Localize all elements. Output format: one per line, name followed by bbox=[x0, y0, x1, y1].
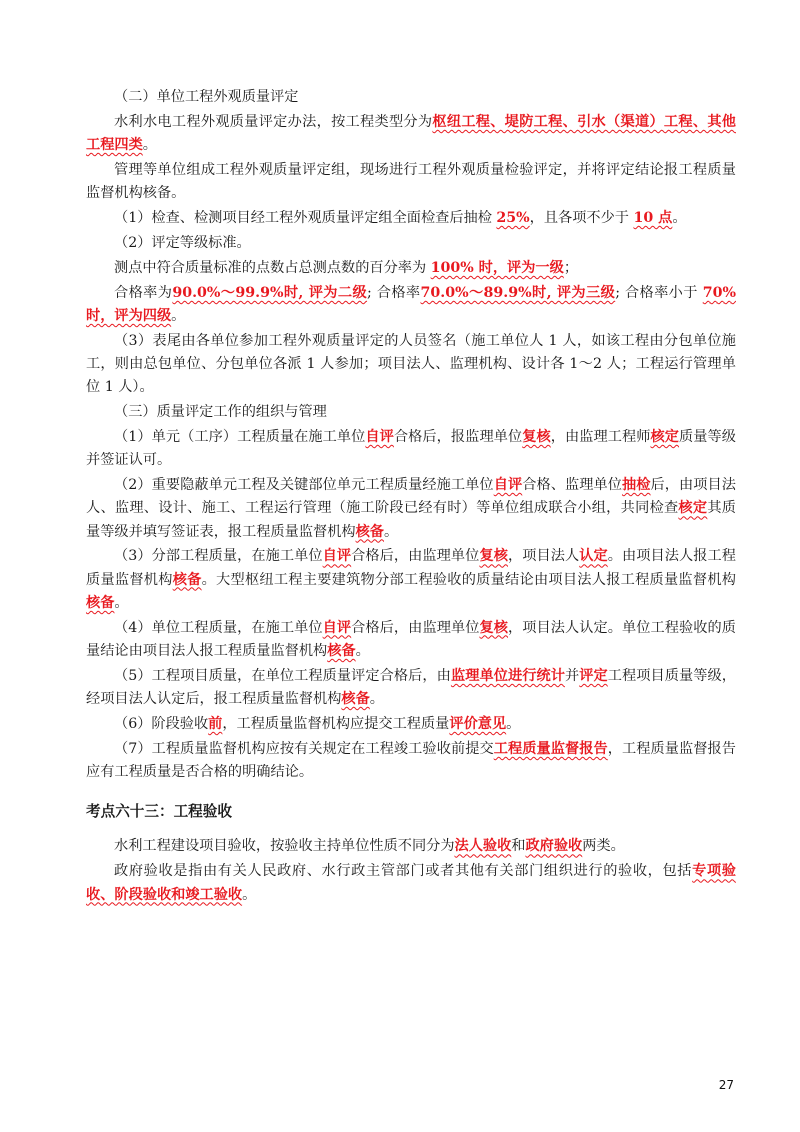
paragraph-grade-rates bbox=[86, 282, 736, 328]
highlighted-keyword: 核备 bbox=[327, 642, 356, 659]
text-run: （1）检查、检测项目经工程外观质量评定组全面检查后抽检 bbox=[114, 210, 497, 227]
highlighted-keyword: 复核 bbox=[479, 548, 508, 565]
highlighted-keyword: 抽检 bbox=[622, 477, 651, 494]
highlighted-keyword: 核备 bbox=[341, 691, 370, 708]
highlighted-keyword: 监理单位进行统计 bbox=[450, 667, 565, 684]
text-run: 。 bbox=[114, 594, 129, 611]
paragraph-government-acceptance bbox=[86, 860, 736, 906]
highlighted-keyword: 核备 bbox=[355, 523, 384, 540]
paragraph-acceptance-types bbox=[86, 835, 736, 858]
text-run: 测点中符合质量标准的点数占总测点数的百分率为 bbox=[114, 259, 431, 276]
text-run: 水利工程建设项目验收，按验收主持单位性质不同分为 bbox=[114, 838, 455, 855]
text-run: 合格率为 bbox=[114, 284, 173, 301]
heading-kaodian-63 bbox=[86, 800, 736, 823]
text-run: 。 bbox=[383, 523, 399, 540]
text-run: 。 bbox=[242, 886, 257, 903]
text-run: 后，由项目法人、监理、设计、施工、工程运行管理（施工阶段已经有时）等单位组成联合小组，共同检查 bbox=[86, 477, 736, 517]
highlighted-keyword: 70.0%～89.9%时, 评为三级 bbox=[420, 284, 616, 301]
highlighted-keyword: 自评 bbox=[365, 429, 394, 446]
text-run: 其质量等级并填写签证表，报工程质量监督机构 bbox=[86, 500, 736, 540]
highlighted-keyword: 前 bbox=[208, 715, 223, 732]
highlighted-keyword: 核备 bbox=[172, 571, 202, 588]
text-run: ; 合格率 bbox=[367, 284, 421, 301]
heading-section-3 bbox=[86, 401, 736, 424]
highlighted-keyword: 自评 bbox=[322, 619, 352, 636]
text-run: （1）单元（工序）工程质量在施工单位 bbox=[114, 429, 366, 446]
text-run: ； bbox=[563, 259, 579, 276]
text-run: ，项目法人 bbox=[507, 548, 580, 565]
highlighted-keyword: 70%时，评为四级 bbox=[86, 284, 736, 324]
text-run: 水利水电工程外观质量评定办法，按工程类型分为 bbox=[114, 113, 433, 130]
paragraph-org-7 bbox=[86, 738, 736, 784]
text-run: （3）分部工程质量，在施工单位 bbox=[114, 548, 323, 565]
text-run: 。由项目法人报工程质量监督机构 bbox=[86, 548, 736, 588]
text-run: 合格后，报监理单位 bbox=[393, 429, 523, 446]
highlighted-keyword: 核定 bbox=[678, 500, 708, 517]
text-run: 工程项目质量等级，经项目法人认定后，报工程质量监督机构 bbox=[86, 667, 736, 708]
text-run: （3）表尾由各单位参加工程外观质量评定的人员签名（施工单位人 1 人，如该工程由分包单位施工，则由总包单位、分包单位各派 1 人参加；项目法人、监理机构、设计各 1～2 人；工程运行管理单位 1 人）。 bbox=[86, 332, 736, 396]
text-run: 。大型枢纽工程主要建筑物分部工程验收的质量结论由项目法人报工程质量监督机构 bbox=[201, 571, 736, 588]
text-run: 合格后，由监理单位 bbox=[351, 548, 480, 565]
highlighted-keyword: 100% 时，评为一级 bbox=[430, 259, 564, 276]
text-run: ，且各项不少于 bbox=[529, 210, 634, 227]
text-run: ，项目法人认定。单位工程验收的质量结论由项目法人报工程质量监督机构 bbox=[86, 619, 736, 659]
text-run: ，工程质量监督机构应提交工程质量 bbox=[222, 715, 450, 732]
paragraph-org-6 bbox=[86, 713, 736, 736]
highlighted-keyword: 评定 bbox=[579, 667, 608, 684]
text-run: ，由监理工程师 bbox=[550, 429, 651, 446]
text-run: 。 bbox=[369, 691, 384, 708]
highlighted-keyword: 核备 bbox=[86, 594, 115, 611]
highlighted-keyword: 复核 bbox=[479, 619, 508, 636]
text-run: 并 bbox=[564, 667, 580, 684]
paragraph-org-1 bbox=[86, 426, 736, 472]
paragraph-org-5 bbox=[86, 665, 736, 711]
text-run: 和 bbox=[511, 838, 526, 855]
text-run: 。 bbox=[171, 307, 186, 324]
paragraph-org-4 bbox=[86, 617, 736, 663]
text-run: 。 bbox=[142, 137, 157, 154]
highlighted-keyword: 25% bbox=[496, 210, 530, 227]
highlighted-keyword: 复核 bbox=[522, 429, 551, 446]
text-run: 合格、监理单位 bbox=[522, 477, 622, 494]
highlighted-keyword: 90.0%～99.9%时, 评为二级 bbox=[172, 284, 368, 301]
paragraph-appearance-method bbox=[86, 111, 736, 157]
text-run: 。 bbox=[672, 210, 687, 227]
highlighted-keyword: 法人验收 bbox=[454, 838, 512, 855]
highlighted-keyword: 核定 bbox=[650, 429, 680, 446]
page-number: 27 bbox=[718, 1078, 734, 1092]
paragraph-item-3-signature bbox=[86, 330, 736, 400]
text-run: ，工程质量监督报告应有工程质量是否合格的明确结论。 bbox=[86, 740, 736, 780]
document-body bbox=[86, 86, 736, 908]
paragraph-org-3 bbox=[86, 545, 736, 615]
highlighted-keyword: 工程质量监督报告 bbox=[493, 740, 608, 757]
paragraph-excellent-rate bbox=[86, 257, 736, 280]
paragraph-org-2 bbox=[86, 474, 736, 544]
text-run: 政府验收是指由有关人民政府、水行政主管部门或者其他有关部门组织进行的验收，包括 bbox=[114, 863, 693, 880]
text-run: （2）评定等级标准。 bbox=[114, 234, 251, 251]
heading-section-2 bbox=[86, 86, 736, 109]
text-run: （三）质量评定工作的组织与管理 bbox=[114, 404, 327, 421]
paragraph-item-2-standard bbox=[86, 232, 736, 255]
highlighted-keyword: 枢纽工程、堤防工程、引水（渠道）工程、其他工程四类 bbox=[86, 113, 736, 154]
highlighted-keyword: 10 点 bbox=[633, 210, 673, 227]
highlighted-keyword: 自评 bbox=[493, 477, 523, 494]
paragraph-appearance-group bbox=[86, 159, 736, 205]
highlighted-keyword: 评价意见 bbox=[449, 715, 507, 732]
text-run: （2）重要隐蔽单元工程及关键部位单元工程质量经施工单位 bbox=[114, 477, 494, 494]
highlighted-keyword: 政府验收 bbox=[525, 838, 583, 855]
text-run: （6）阶段验收 bbox=[114, 715, 209, 732]
paragraph-item-1-inspection bbox=[86, 207, 736, 230]
text-run: （二）单位工程外观质量评定 bbox=[114, 89, 299, 105]
text-run: （7）工程质量监督机构应按有关规定在工程竣工验收前提交 bbox=[114, 740, 494, 757]
highlighted-keyword: 自评 bbox=[322, 548, 352, 565]
text-run: ; 合格率小于 bbox=[615, 284, 703, 301]
text-run: 。 bbox=[506, 715, 521, 732]
highlighted-keyword: 认定 bbox=[579, 548, 608, 565]
text-run: 。 bbox=[355, 642, 370, 659]
text-run: 合格后，由监理单位 bbox=[351, 619, 480, 636]
text-run: 管理等单位组成工程外观质量评定组，现场进行工程外观质量检验评定，并将评定结论报工程质量监督机构核备。 bbox=[86, 161, 736, 202]
text-run: 考点六十三：工程验收 bbox=[86, 803, 232, 821]
text-run: （5）工程项目质量，在单位工程质量评定合格后，由 bbox=[114, 667, 451, 684]
text-run: 两类。 bbox=[582, 838, 625, 855]
text-run: （4）单位工程质量，在施工单位 bbox=[114, 619, 323, 636]
text-run: 质量等级并签证认可。 bbox=[86, 429, 736, 469]
highlighted-keyword: 专项验收、阶段验收和竣工验收 bbox=[86, 863, 736, 903]
